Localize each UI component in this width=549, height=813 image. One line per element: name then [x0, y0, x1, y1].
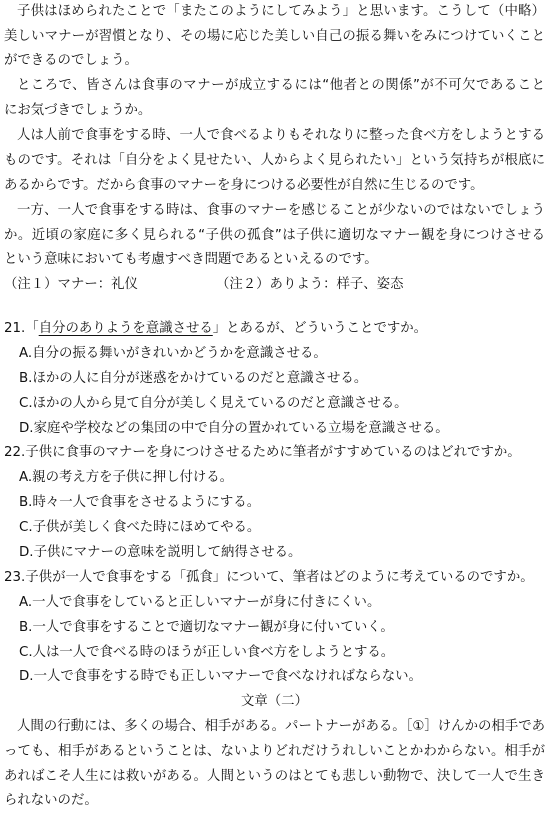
- passage1-line: という意味においても考慮すべき問題であるといえるのです。: [4, 252, 378, 267]
- passage1-line: 人は人前で食事をする時、一人で食べるよりもそれなりに整った食べ方をしようとする: [17, 128, 545, 143]
- question-21-suffix: 」とあるが、どういうことですか。: [212, 321, 428, 336]
- footnote-1: （注１）マナー：礼仪: [4, 277, 138, 292]
- question-21-prefix: 21.「: [4, 321, 39, 336]
- passage2-line: あればこそ人生には救いがある。人間というのはとても悲しい動物で、決して一人で生き: [4, 769, 545, 784]
- passage1-line: 子供はほめられたことで「またこのようにしてみよう」と思います。こうして（中略）: [17, 4, 545, 19]
- passage1-line: ところで、皆さんは食事のマナーが成立するには“他者との関係”が不可欠であること: [17, 78, 545, 93]
- question-21-option-a: A.自分の振る舞いがきれいかどうかを意識させる。: [19, 346, 327, 361]
- question-23-option-d: D.一人で食事をする時でも正しいマナーで食べなければならない。: [19, 669, 422, 684]
- question-23-option-a: A.一人で食事をしていると正しいマナーが身に付きにくい。: [19, 595, 381, 610]
- question-22-option-b: B.時々一人で食事をさせるようにする。: [19, 495, 261, 510]
- passage1-line: あるからです。だから食事のマナーを身につける必要性が自然に生じるのです。: [4, 178, 484, 193]
- passage1-line: にお気づきでしょうか。: [4, 103, 152, 118]
- question-22-option-d: D.子供にマナーの意味を説明して納得させる。: [19, 545, 302, 560]
- passage2-line: 人間の行動には、多くの場合、相手がある。パートナーがある。［①］けんかの相手であ: [17, 719, 545, 734]
- passage2-line: っても、相手があるということは、ないよりどれだけうれしいことかわからない。相手が: [4, 744, 545, 759]
- footnote-2: （注２）ありよう：样子、姿态: [216, 277, 404, 292]
- section-title: 文章（二）: [241, 694, 308, 709]
- question-22-option-c: C.子供が美しく食べた時にほめてやる。: [19, 520, 261, 535]
- question-21-underlined-phrase: 自分のありようを意識させる: [38, 321, 213, 336]
- question-23-option-c: C.人は一人で食べる時のほうが正しい食べ方をしようとする。: [19, 645, 395, 660]
- passage1-line: ものです。それは「自分をよく見せたい、人からよく見られたい」という気持ちが根底に: [4, 153, 545, 168]
- question-23: 23.子供が一人で食事をする「孤食」について、筆者はどのように考えているのですか。: [4, 570, 534, 585]
- passage2-line: られないのだ。: [4, 793, 98, 808]
- passage1-line: 美しいマナーが習慣となり、その場に応じた美しい自己の振る舞いをみにつけていくこと: [4, 29, 545, 44]
- question-21-option-d: D.家庭や学校などの集団の中で自分の置かれている立場を意識させる。: [19, 421, 449, 436]
- question-22-option-a: A.親の考え方を子供に押し付ける。: [19, 470, 234, 485]
- question-21: [4, 320, 545, 338]
- question-21-option-b: B.ほかの人に自分が迷惑をかけているのだと意識させる。: [19, 371, 368, 386]
- question-22: 22.子供に食事のマナーを身につけさせるために筆者がすすめているのはどれですか。: [4, 445, 521, 460]
- question-23-option-b: B.一人で食事をすることで適切なマナー観が身に付いていく。: [19, 620, 394, 635]
- passage1-line: 一方、一人で食事をする時は、食事のマナーを感じることが少ないのではないでしょう: [17, 203, 545, 218]
- passage1-line: ができるのでしょう。: [4, 53, 138, 68]
- passage1-line: か。近頃の家庭に多く見られる“子供の孤食”は子供に適切なマナー観を身につけさせる: [4, 228, 545, 243]
- question-21-option-c: C.ほかの人から見て自分が美しく見えているのだと意識させる。: [19, 396, 408, 411]
